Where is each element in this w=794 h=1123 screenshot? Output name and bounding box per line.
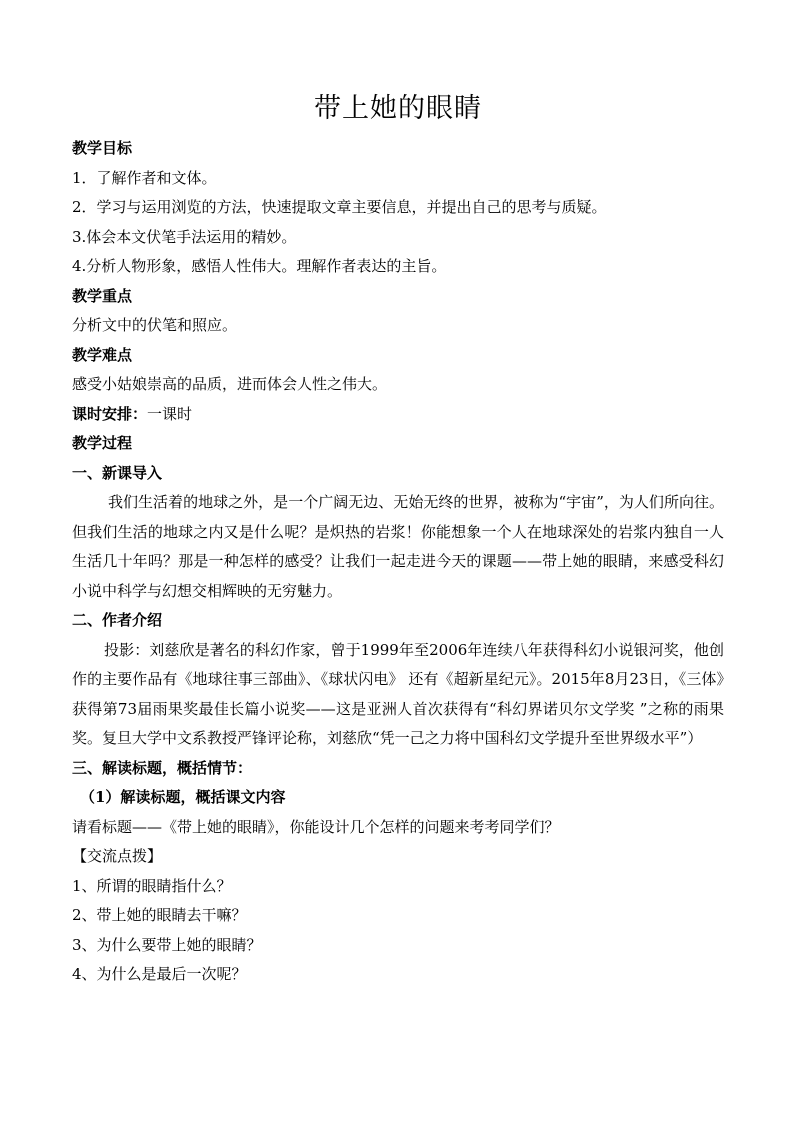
- question-item-4: 4、为什么是最后一次呢？: [72, 965, 247, 983]
- goal-item-1: 1．了解作者和文体。: [72, 168, 217, 187]
- schedule-line: [72, 400, 724, 430]
- goal-item-2: 2．学习与运用浏览的方法，快速提取文章主要信息，并提出自己的思考与质疑。: [72, 198, 607, 216]
- section2-heading: 二、作者介绍: [72, 611, 163, 629]
- schedule-value: 一课时: [147, 404, 193, 423]
- document-page: [72, 84, 724, 990]
- section3-bracket-label: 【交流点拨】: [72, 847, 163, 865]
- process-heading: 教学过程: [72, 434, 133, 452]
- focus-text: 分析文中的伏笔和照应。: [72, 316, 238, 334]
- section1-heading: 一、新课导入: [72, 463, 163, 482]
- focus-heading: 教学重点: [72, 286, 133, 305]
- section3-prompt: 请看标题——《带上她的眼睛》，你能设计几个怎样的问题来考考同学们？: [72, 817, 560, 836]
- section3-subheading: （1）解读标题，概括课文内容: [80, 788, 286, 806]
- goal-item-3: 3.体会本文伏笔手法运用的精妙。: [72, 227, 297, 246]
- goal-item-4: 4.分析人物形象，感悟人性伟大。理解作者表达的主旨。: [72, 257, 447, 275]
- section1-paragraph: 我们生活着的地球之外，是一个广阔无边、无始无终的世界，被称为“宇宙”，为人们所向往。但我们生活的地球之内又是什么呢？是炽热的岩浆！你能想象一个人在地球深处的岩浆内独自一人生活几十年吗？那是一种怎样的感受？让我们一起走进今天的课题——带上她的眼睛，来感受科幻小说中科学与幻想交相辉映的无穷魅力。: [72, 493, 724, 600]
- schedule-label: 课时安排：: [72, 404, 148, 423]
- section2-paragraph: 投影：刘慈欣是著名的科幻作家，曾于1999年至2006年连续八年获得科幻小说银河奖，他创作的主要作品有《地球往事三部曲》、《球状闪电》 还有《超新星纪元》。2015年8月23日，《三体》获得第73届雨果奖最佳长篇小说奖——这是亚洲人首次获得有“科幻界诺贝尔文学奖 ”之称的雨果奖。复旦大学中文系教授严锋评论称，刘慈欣“凭一己之力将中国科幻文学提升至世界级水平”）: [72, 640, 724, 747]
- question-item-3: 3、为什么要带上她的眼睛？: [72, 935, 262, 954]
- section3-heading: 三、解读标题，概括情节：: [72, 758, 253, 777]
- question-item-2: 2、带上她的眼睛去干嘛？: [72, 906, 247, 924]
- goals-heading: 教学目标: [72, 139, 133, 157]
- document-title: 带上她的眼睛: [314, 93, 482, 124]
- question-item-1: 1、所谓的眼睛指什么？: [72, 876, 232, 895]
- difficulty-heading: 教学难点: [72, 345, 133, 364]
- difficulty-text: 感受小姑娘崇高的品质，进而体会人性之伟大。: [72, 375, 388, 393]
